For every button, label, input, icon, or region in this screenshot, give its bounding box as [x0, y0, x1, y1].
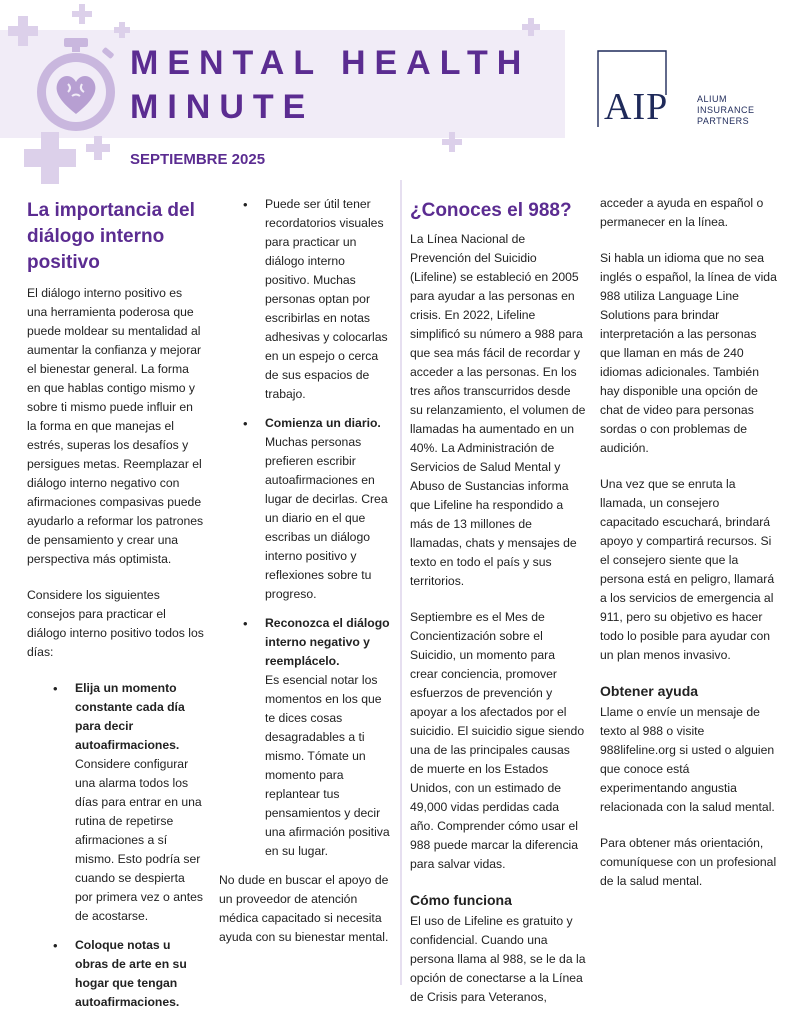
- closing-paragraph: No dude en buscar el apoyo de un proveedor de atención médica capacitado si necesita ayuda con su bienestar mental.: [219, 873, 389, 944]
- stopwatch-heart-icon: [28, 34, 124, 134]
- plus-decoration: [72, 4, 92, 24]
- tip-text: Es esencial notar los momentos en los que te dices cosas desagradables a ti mismo. Tómate un momento para replantear tus pensamientos y decir una afirmación positiva en su lugar.: [265, 673, 390, 858]
- tips-list-continued: [265, 195, 391, 404]
- logo-line2: INSURANCE: [697, 105, 755, 115]
- tip-title: • Comienza un diario.: [265, 416, 381, 430]
- tip-title: • Elija un momento constante cada día para decir autoafirmaciones.: [75, 681, 185, 752]
- column-2: [219, 195, 389, 964]
- newsletter-title-line1: MENTAL HEALTH: [130, 44, 531, 82]
- paragraph: Si habla un idioma que no sea inglés o español, la línea de vida 988 utiliza Language Line Solutions para brindar interpretación a las personas que llaman en más de 240 idiomas adicionales. También hay disponible una opción de chat de video para personas sordas o con problemas de audición.: [600, 251, 777, 455]
- logo-wordmark: [697, 94, 755, 127]
- column-1: [27, 198, 205, 1022]
- tip-text: Puede ser útil tener recordatorios visuales para practicar un diálogo interno positivo. Muchas personas optan por escribirlas en notas adhesivas y colocarlas en un espejo o cerca de sus espacios de trabajo.: [265, 197, 388, 401]
- column-4: [600, 194, 780, 908]
- logo-line3: PARTNERS: [697, 116, 750, 126]
- paragraph: Una vez que se enruta la llamada, un consejero capacitado escuchará, brindará apoyo y compartirá recursos. Si el consejero siente que la persona está en peligro, llamará a los servicios de emergencia al 911, pero su objetivo es hacer todo lo posible para ayudar con un plan menos invasivo.: [600, 477, 775, 662]
- logo-mark: AIP: [604, 86, 669, 128]
- issue-date: SEPTIEMBRE 2025: [130, 151, 266, 168]
- article-heading: ¿Conoces el 988?: [410, 200, 572, 221]
- list-item: [265, 614, 391, 861]
- tip-title: • Reconozca el diálogo interno negativo y reemplácelo.: [265, 616, 390, 668]
- aip-logo: [594, 49, 784, 129]
- tip-text: Considere configurar una alarma todos los días para entrar en una rutina de repetirse afirmaciones a sí mismo. Esto podría ser cuando se despierta por primera vez o antes de acostarse.: [75, 757, 204, 923]
- paragraph: La Línea Nacional de Prevención del Suicidio (Lifeline) se estableció en 2005 para ayudar a las personas en crisis. En 2022, Lifeline simplificó su número a 988 para que sea más fácil de recordar y acceder a las personas. En los tres años transcurridos desde su relanzamiento, el volumen de llamadas ha aumentado en un 40%. La Administración de Servicios de Salud Mental y Abuso de Sustancias informa que Lifeline ha respondido a más de 13 millones de llamadas, chats y mensajes de texto en todo el país y sus territorios.: [410, 232, 586, 588]
- paragraph: Para obtener más orientación, comuníquese con un profesional de la salud mental.: [600, 836, 777, 888]
- column-3: [410, 198, 586, 1024]
- paragraph: Llame o envíe un mensaje de texto al 988 o visite 988lifeline.org si usted o alguien que conoce está experimentando angustia relacionada con la salud mental.: [600, 705, 775, 814]
- article-heading: La importancia del diálogo interno positivo: [27, 200, 195, 273]
- plus-decoration: [442, 132, 462, 152]
- list-item-continued: [265, 195, 391, 404]
- list-item: [265, 414, 391, 604]
- tip-text: Muchas personas prefieren escribir autoafirmaciones en lugar de decirlas. Crea un diario en el que escribas un diálogo interno positivo y reflexiones sobre tu progreso.: [265, 435, 388, 601]
- list-item: [75, 936, 205, 1012]
- logo-line1: ALIUM: [697, 94, 728, 104]
- tips-list: [265, 414, 391, 861]
- subheading: Obtener ayuda: [600, 683, 699, 699]
- plus-decoration: [86, 136, 110, 160]
- subheading: Cómo funciona: [410, 892, 512, 908]
- paragraph: Septiembre es el Mes de Concientización sobre el Suicidio, un momento para crear conciencia, promover esfuerzos de prevención y apoyar a los afectados por el suicidio. El suicidio sigue siendo una de las principales causas de muerte en los Estados Unidos, con un estimado de 49,000 vidas perdidas cada año. Comprender cómo usar el 988 puede marcar la diferencia para salvar vidas.: [410, 610, 585, 871]
- plus-decoration: [522, 18, 540, 36]
- tips-intro: Considere los siguientes consejos para practicar el diálogo interno positivo todos los días:: [27, 588, 204, 659]
- tips-list: [75, 679, 205, 1012]
- paragraph: acceder a ayuda en español o permanecer en la línea.: [600, 196, 764, 229]
- intro-paragraph: El diálogo interno positivo es una herramienta poderosa que puede moldear su mentalidad al aumentar la confianza y mejorar el bienestar general. La forma en que hablas contigo mismo y sobre ti mismo puede influir en la forma en que manejas el estrés, superas los desafíos y persigues metas. Reemplazar el diálogo interno negativo con afirmaciones compasivas puede ayudarlo a reformar los patrones de pensamiento y crear una perspectiva más optimista.: [27, 286, 204, 566]
- tip-title: • Coloque notas u obras de arte en su hogar que tengan autoafirmaciones.: [75, 938, 187, 1009]
- plus-decoration: [24, 132, 76, 184]
- newsletter-title-line2: MINUTE: [130, 88, 315, 126]
- paragraph: El uso de Lifeline es gratuito y confidencial. Cuando una persona llama al 988, se le da la opción de conectarse a la Línea de Crisis para Veteranos,: [410, 914, 586, 1004]
- list-item: [75, 679, 205, 926]
- column-divider: [400, 180, 402, 985]
